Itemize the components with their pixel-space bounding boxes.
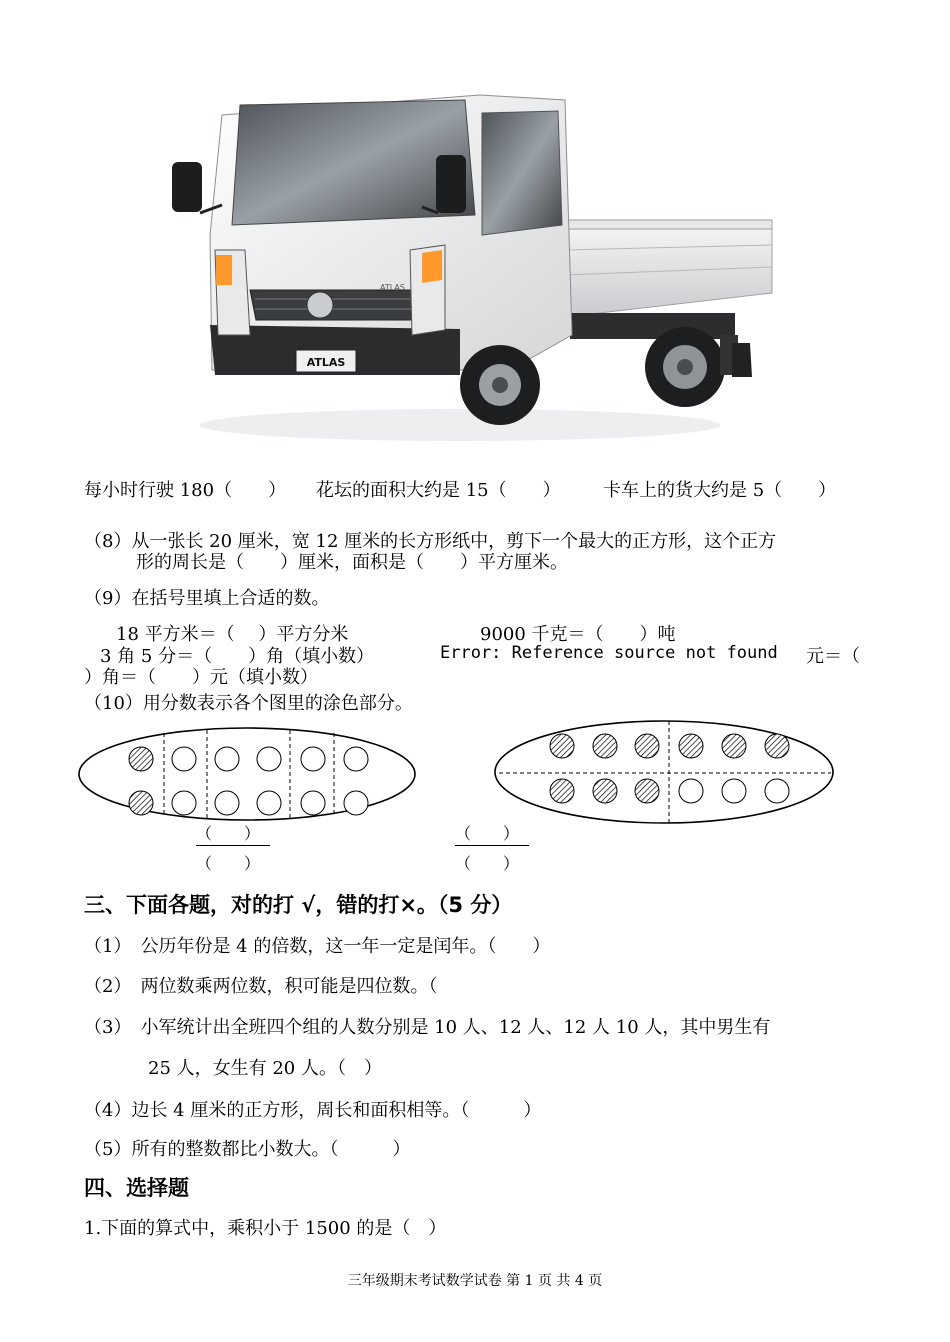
q9-d: 元＝（ (806, 646, 860, 667)
q8-line2: 形的周长是（ ）厘米，面积是（ ）平方厘米。 (136, 552, 568, 573)
plate-text: ATLAS (306, 356, 346, 369)
truck-image (160, 85, 780, 455)
s3-item-4: （4）边长 4 厘米的正方形，周长和面积相等。（ ） (84, 1100, 542, 1121)
s3-item-2: （2） 两位数乘两位数，积可能是四位数。（ (84, 976, 438, 997)
q9-c: 3 角 5 分＝（ ）角（填小数） (100, 646, 375, 667)
cab-badge: ATLAS (380, 283, 405, 292)
q9-title: （9）在括号里填上合适的数。 (84, 588, 330, 609)
fraction-figure-left (78, 725, 418, 825)
units-c: 卡车上的货大约是 5（ ） (603, 480, 837, 501)
section4-heading: 四、选择题 (84, 1176, 189, 1200)
frac-right-bar (455, 845, 529, 846)
fraction-figure-right (493, 717, 835, 825)
q10-title: （10）用分数表示各个图里的涂色部分。 (84, 693, 413, 714)
frac-left-bar (196, 845, 270, 846)
frac-left-numerator[interactable]: （ ） (196, 824, 261, 843)
q9-a: 18 平方米＝（ ）平方分米 (116, 624, 349, 645)
q9-e: ）角＝（ ）元（填小数） (84, 667, 318, 688)
s4-q1: 1.下面的算式中，乘积小于 1500 的是（ ） (84, 1218, 447, 1239)
q9-error: Error: Reference source not found (440, 643, 778, 663)
page-footer: 三年级期末考试数学试卷 第 1 页 共 4 页 (347, 1273, 603, 1289)
units-b: 花坛的面积大约是 15（ ） (316, 480, 561, 501)
q9-b: 9000 千克＝（ ）吨 (480, 624, 676, 645)
s3-item-5: （5）所有的整数都比小数大。（ ） (84, 1139, 411, 1160)
section3-heading: 三、下面各题，对的打 √，错的打×。（5 分） (84, 893, 513, 917)
units-a: 每小时行驶 180（ ） (84, 480, 287, 501)
s3-item-3-cont: 25 人，女生有 20 人。（ ） (148, 1058, 382, 1079)
s3-item-1: （1） 公历年份是 4 的倍数，这一年一定是闰年。（ ） (84, 936, 551, 957)
q8-line1: （8）从一张长 20 厘米，宽 12 厘米的长方形纸中，剪下一个最大的正方形，这个正方 (84, 531, 777, 552)
frac-right-denominator[interactable]: （ ） (455, 854, 520, 873)
frac-right-numerator[interactable]: （ ） (455, 824, 520, 843)
frac-left-denominator[interactable]: （ ） (196, 854, 261, 873)
s3-item-3: （3） 小军统计出全班四个组的人数分别是 10 人、12 人、12 人 10 人，其中男生有 (84, 1017, 771, 1038)
